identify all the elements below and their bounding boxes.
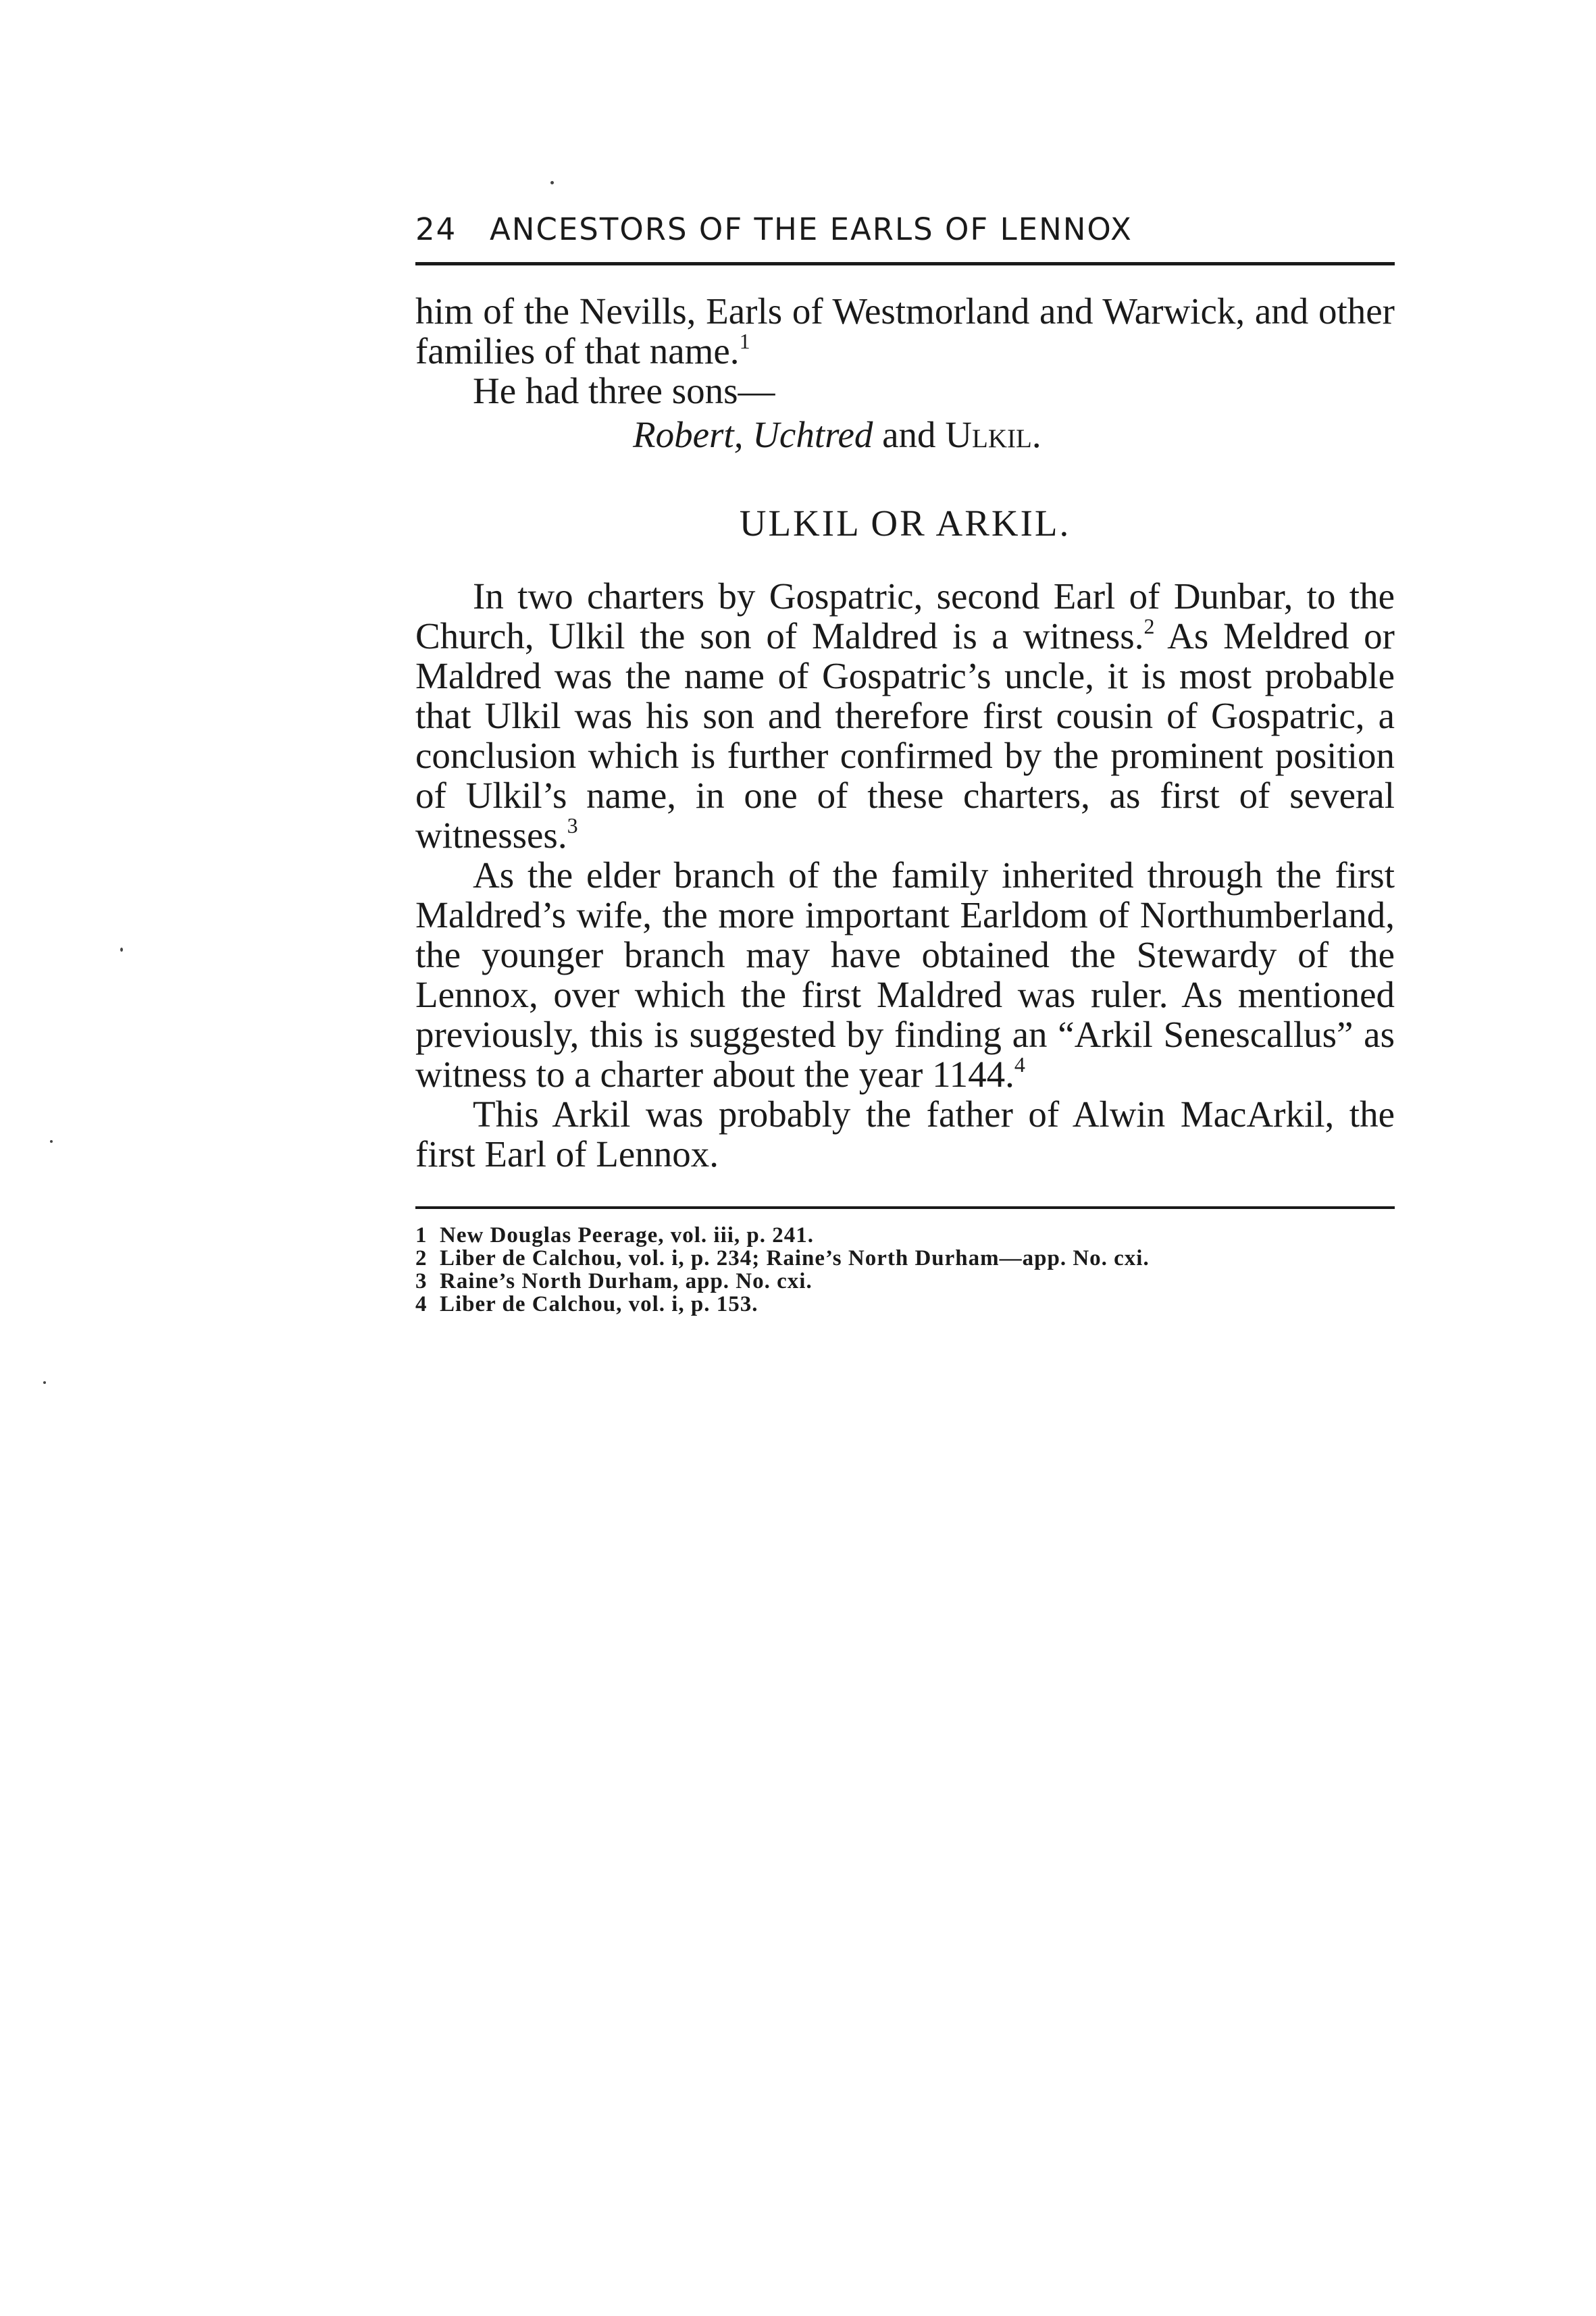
footnote-number: 4 (415, 1292, 428, 1316)
scan-speck (120, 948, 123, 952)
body-text (415, 291, 1395, 1174)
paragraph: This Arkil was probably the father of Alwin MacArkil, the first Earl of Lennox. (415, 1093, 1395, 1175)
footnote-text: Raine’s North Durham, app. No. cxi. (440, 1269, 813, 1293)
footnote-text: Liber de Calchou, vol. i, p. 234; Raine’s North Durham—app. No. cxi. (440, 1246, 1150, 1270)
footnote-number: 3 (415, 1269, 428, 1293)
sons-list: Robert, Uchtred and Ulkil. (633, 414, 1041, 455)
scan-speck (550, 181, 554, 184)
footnotes (415, 1224, 1395, 1316)
son-name: Robert, (633, 414, 744, 455)
page-number: 24 (415, 211, 457, 247)
sons-intro: He had three sons— (473, 370, 775, 411)
running-title: ANCESTORS OF THE EARLS OF LENNOX (490, 211, 1133, 247)
running-header (415, 209, 1395, 250)
section-heading: ULKIL OR ARKIL. (739, 503, 1071, 544)
footnote-rule (415, 1206, 1395, 1209)
footnote-ref: 4 (1014, 1052, 1025, 1077)
continuation-paragraph: him of the Nevills, Earls of Westmorland and Warwick, and other families of that name.$^1$ (415, 290, 1395, 371)
paragraph: In two charters by Gospatric, second Earl of Dunbar, to the Church, Ulkil the son of Maldred is a witness.$^2$ As Meldred or Maldred was the name of Gospatric’s uncle, it is most probable that Ulkil was his son and therefore first cousin of Gospatric, a conclusion which is further confirmed by the prominent position of Ulkil’s name, in one of these charters, as first of several witnesses.$^3$ (415, 575, 1395, 856)
footnote (415, 1293, 1395, 1316)
footnote (415, 1270, 1395, 1293)
son-name: Ulkil. (945, 414, 1041, 455)
footnote-text: New Douglas Peerage, vol. iii, p. 241. (440, 1223, 815, 1247)
scan-speck (43, 1381, 46, 1384)
footnote-ref: 2 (1143, 614, 1155, 638)
footnote-number: 1 (415, 1223, 428, 1247)
book-page (415, 209, 1395, 1316)
son-name: Uchtred (752, 414, 873, 455)
paragraph: As the elder branch of the family inherited through the first Maldred’s wife, the more important Earldom of Northumberland, the younger branch may have obtained the Stewardy of the Lennox, over which the first Maldred was ruler. As mentioned previously, this is suggested by finding an “Arkil Senescallus” as witness to a charter about the year 1144.$^4$ (415, 854, 1395, 1095)
footnote-ref: 1 (739, 329, 750, 353)
footnote (415, 1247, 1395, 1270)
scan-speck (50, 1140, 53, 1143)
footnote-ref: 3 (567, 813, 578, 838)
header-rule (415, 262, 1395, 265)
footnote-number: 2 (415, 1246, 428, 1270)
footnote-text: Liber de Calchou, vol. i, p. 153. (440, 1292, 758, 1316)
footnote (415, 1224, 1395, 1247)
